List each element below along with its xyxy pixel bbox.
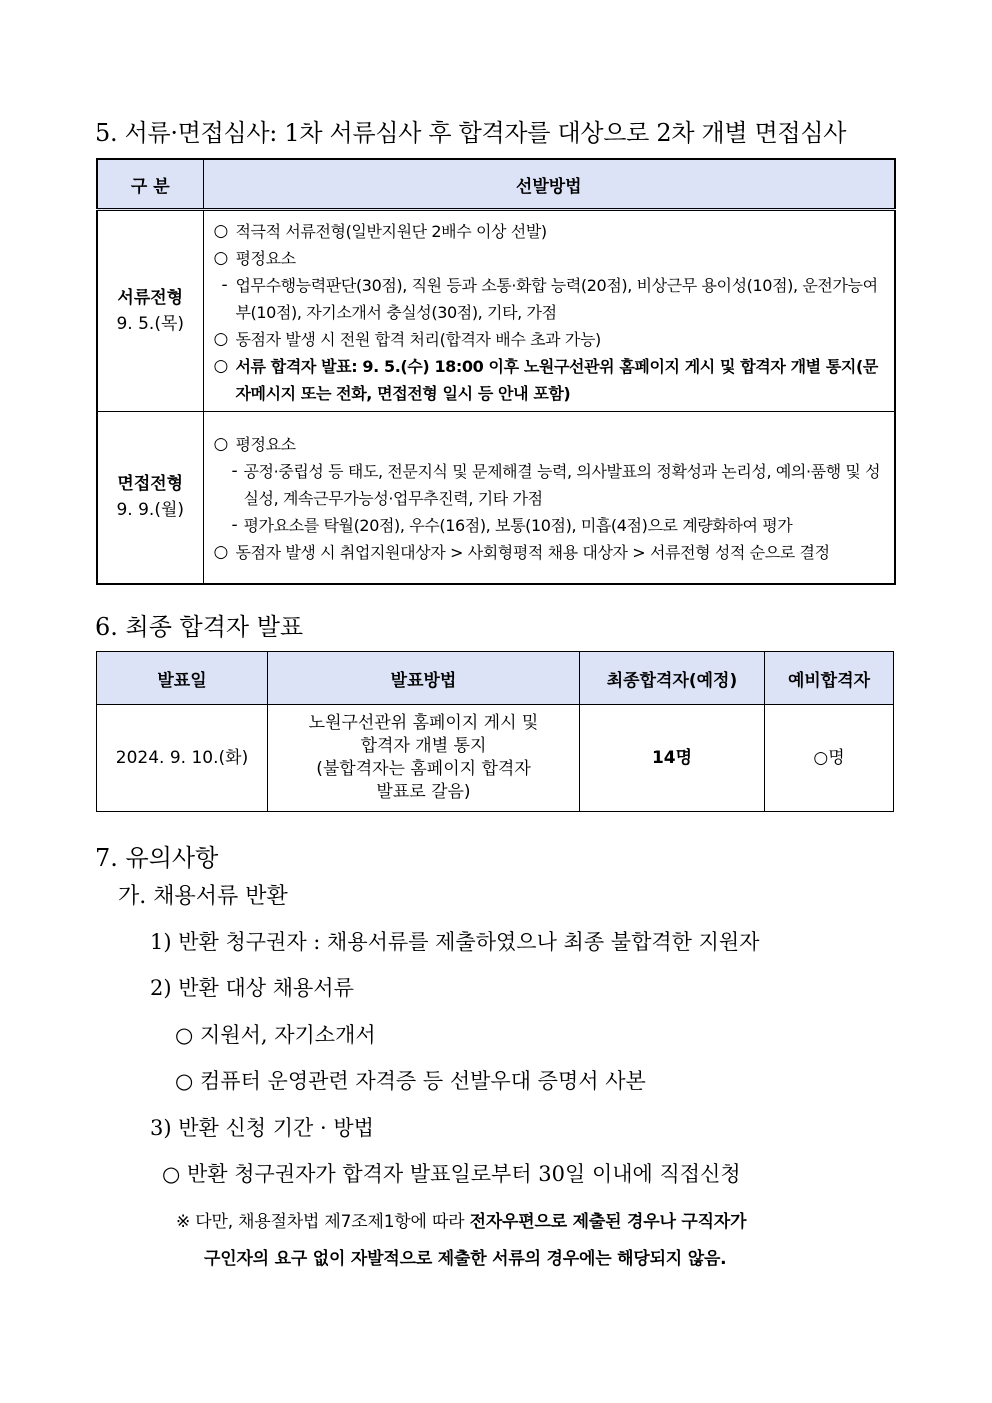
list-item: - 평가요소를 탁월(20점), 우수(16점), 보통(10점), 미흡(4점)으로 계량화하여 평가 xyxy=(231,514,793,535)
col-category-header: 구 분 xyxy=(97,159,203,210)
document-screening-cell xyxy=(97,210,203,412)
interview-screening-method xyxy=(203,412,895,584)
document-screening-row xyxy=(97,210,895,412)
interview-screening-row xyxy=(97,412,895,584)
section7-heading: 7. 유의사항 xyxy=(95,844,219,872)
final-announcement-table xyxy=(96,651,894,812)
list-item: ○ 적극적 서류전형(일반지원단 2배수 이상 선발) xyxy=(213,220,547,241)
list-item: - 업무수행능력판단(30점), 직원 등과 소통·화합 능력(20점), 비상근무 용이성(10점), 운전가능여부(10점), 자기소개서 충실성(30점), 기타, 가점 xyxy=(221,274,878,322)
table-row xyxy=(97,705,894,812)
list-item: ○ 동점자 발생 시 취업지원대상자 > 사회형평적 채용 대상자 > 서류전형 성적 순으로 결정 xyxy=(213,541,830,562)
stage-date: 9. 9.(월) xyxy=(116,500,185,521)
screening-table xyxy=(96,158,896,585)
interview-screening-cell xyxy=(97,412,203,584)
col-reserve-header: 예비합격자 xyxy=(765,652,894,705)
screening-table-header xyxy=(97,159,895,210)
section5-heading: 5. 서류·면접심사: 1차 서류심사 후 합격자를 대상으로 2차 개별 면접심사 xyxy=(95,119,847,147)
list-item: ○ 반환 청구권자가 합격자 발표일로부터 30일 이내에 직접신청 xyxy=(162,1162,741,1186)
list-item: - 공정·중립성 등 태도, 전문지식 및 문제해결 능력, 의사발표의 정확성과 논리성, 예의·품행 및 성실성, 계속근무가능성·업무추진력, 기타 가점 xyxy=(231,460,881,508)
stage-name: 면접전형 xyxy=(117,474,184,495)
reserve-count: ○명 xyxy=(765,705,894,812)
col-final-header: 최종합격자(예정) xyxy=(580,652,765,705)
final-announcement-header xyxy=(97,652,894,705)
col-method-header: 발표방법 xyxy=(268,652,580,705)
subheading-document-return: 가. 채용서류 반환 xyxy=(118,884,288,909)
list-item: 1) 반환 청구권자 : 채용서류를 제출하였으나 최종 불합격한 지원자 xyxy=(150,930,760,954)
announce-method: 노원구선관위 홈페이지 게시 및 합격자 개별 통지 (불합격자는 홈페이지 합격자 발표로 갈음) xyxy=(268,705,580,812)
document-screening-method xyxy=(203,210,895,412)
final-count: 14명 xyxy=(580,705,765,812)
list-item: 3) 반환 신청 기간 · 방법 xyxy=(150,1116,374,1140)
section6-heading: 6. 최종 합격자 발표 xyxy=(95,613,304,641)
note-line: 구인자의 요구 없이 자발적으로 제출한 서류의 경우에는 해당되지 않음. xyxy=(204,1249,727,1269)
col-date-header: 발표일 xyxy=(97,652,268,705)
list-item: 2) 반환 대상 채용서류 xyxy=(150,976,354,1000)
col-method-header: 선발방법 xyxy=(203,159,895,210)
list-item: ○ 서류 합격자 발표: 9. 5.(수) 18:00 이후 노원구선관위 홈페이지 게시 및 합격자 개별 통지(문자메시지 또는 전화, 면접전형 일시 등 안내 포함) xyxy=(213,355,878,403)
list-item: ○ 평정요소 xyxy=(213,247,296,268)
stage-name: 서류전형 xyxy=(117,288,184,308)
note-line: ※ 다만, 채용절차법 제7조제1항에 따라 전자우편으로 제출된 경우나 구직자가 xyxy=(176,1212,747,1232)
stage-date: 9. 5.(목) xyxy=(116,314,185,334)
list-item: ○ 동점자 발생 시 전원 합격 처리(합격자 배수 초과 가능) xyxy=(213,328,601,349)
announce-date: 2024. 9. 10.(화) xyxy=(97,705,268,812)
list-item: ○ 지원서, 자기소개서 xyxy=(175,1023,376,1047)
list-item: ○ 평정요소 xyxy=(213,433,296,454)
list-item: ○ 컴퓨터 운영관련 자격증 등 선발우대 증명서 사본 xyxy=(175,1069,646,1093)
